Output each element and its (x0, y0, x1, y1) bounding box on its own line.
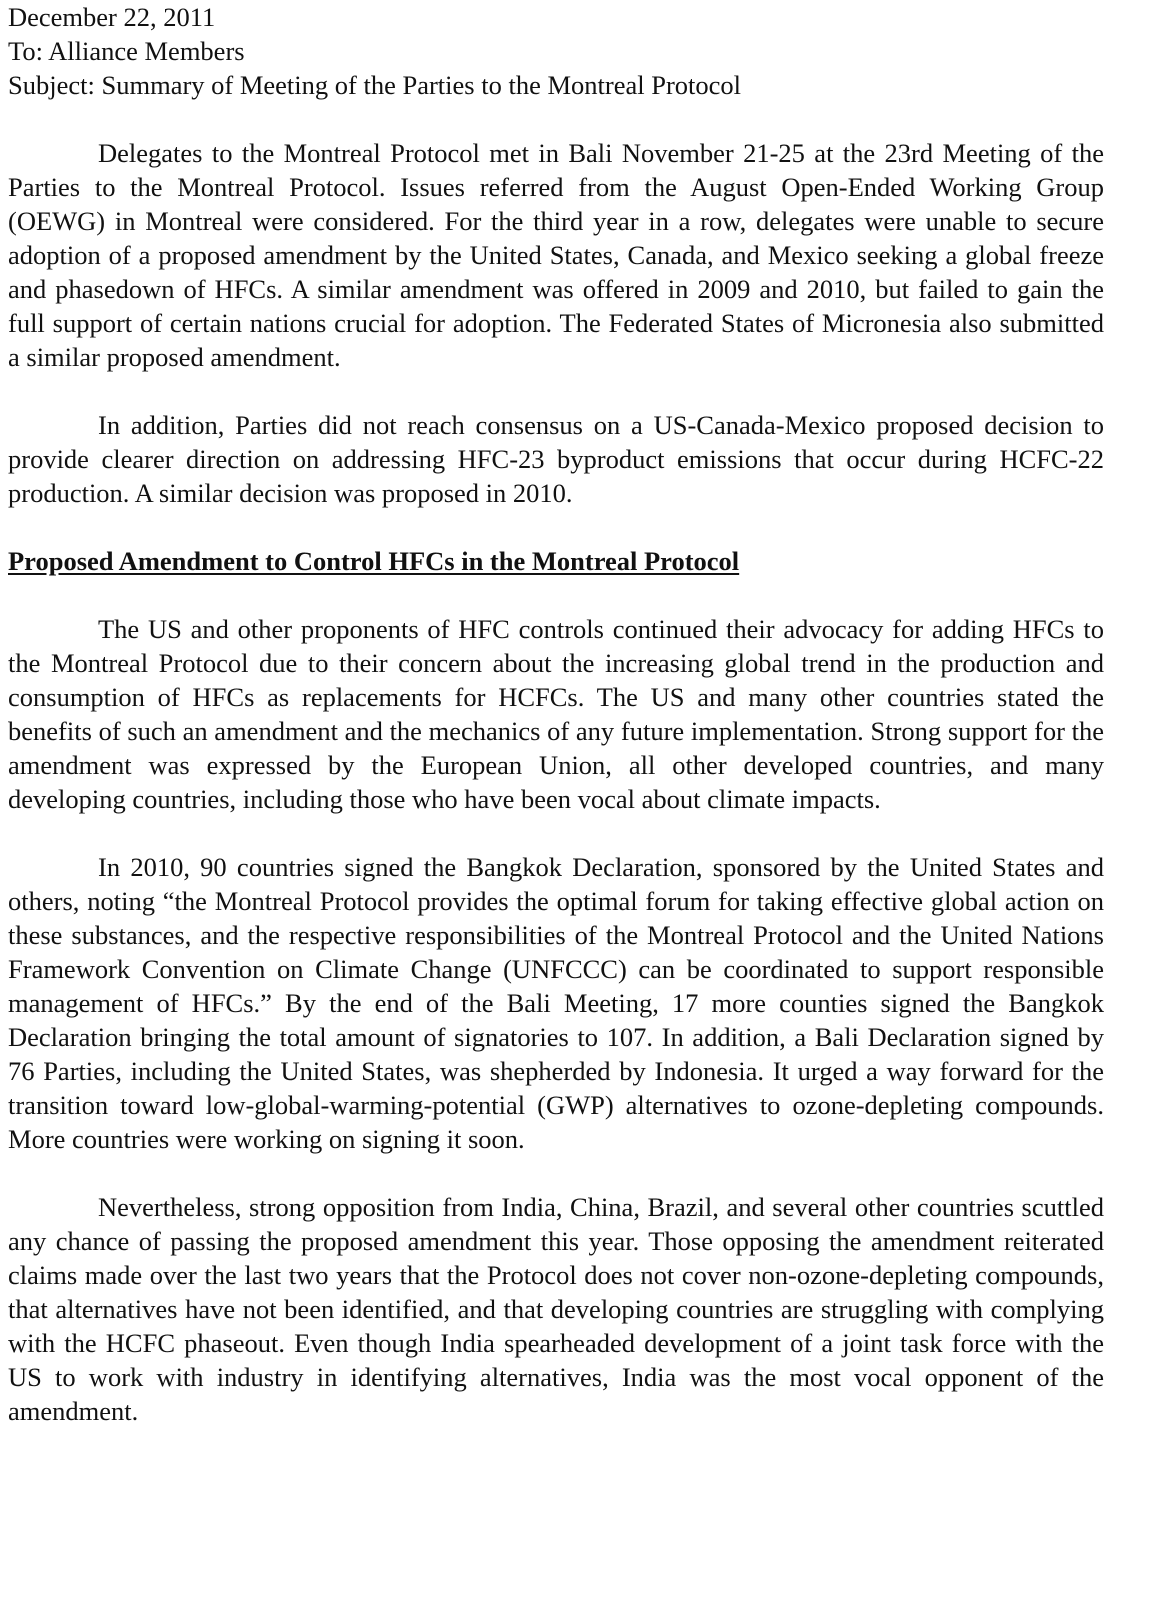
section-heading: Proposed Amendment to Control HFCs in the Montreal Protocol (8, 546, 740, 576)
paragraph-proponents: The US and other proponents of HFC controls continued their advocacy for adding HFCs to the Montreal Protocol due to their concern about the increasing global trend in the production and consumption of HFCs as replacements for HCFCs. The US and many other countries stated the benefits of such an amendment and the mechanics of any future implementation. Strong support for the amendment was expressed by the European Union, all other developed countries, and many developing countries, including those who have been vocal about climate impacts. (8, 614, 1104, 814)
memo-header (8, 0, 1104, 102)
memo-to: To: Alliance Members (8, 36, 245, 66)
memo-subject: Subject: Summary of Meeting of the Parties to the Montreal Protocol (8, 70, 742, 100)
memo-document (8, 0, 1104, 1428)
paragraph-bangkok-declaration: In 2010, 90 countries signed the Bangkok Declaration, sponsored by the United States and others, noting “the Montreal Protocol provides the optimal forum for taking effective global action on these substances, and the respective responsibilities of the Montreal Protocol and the United Nations Framework Convention on Climate Change (UNFCCC) can be coordinated to support responsible management of HFCs.” By the end of the Bali Meeting, 17 more counties signed the Bangkok Declaration bringing the total amount of signatories to 107. In addition, a Bali Declaration signed by 76 Parties, including the United States, was shepherded by Indonesia. It urged a way forward for the transition toward low-global-warming-potential (GWP) alternatives to ozone-depleting compounds. More countries were working on signing it soon. (8, 852, 1104, 1154)
paragraph-opposition: Nevertheless, strong opposition from India, China, Brazil, and several other countries scuttled any chance of passing the proposed amendment this year. Those opposing the amendment reiterated claims made over the last two years that the Protocol does not cover non-ozone-depleting compounds, that alternatives have not been identified, and that developing countries are struggling with complying with the HCFC phaseout. Even though India spearheaded development of a joint task force with the US to work with industry in identifying alternatives, India was the most vocal opponent of the amendment. (8, 1192, 1104, 1426)
memo-date: December 22, 2011 (8, 2, 216, 32)
paragraph-intro: Delegates to the Montreal Protocol met in Bali November 21-25 at the 23rd Meeting of the Parties to the Montreal Protocol. Issues referred from the August Open-Ended Working Group (OEWG) in Montreal were considered. For the third year in a row, delegates were unable to secure adoption of a proposed amendment by the United States, Canada, and Mexico seeking a global freeze and phasedown of HFCs. A similar amendment was offered in 2009 and 2010, but failed to gain the full support of certain nations crucial for adoption. The Federated States of Micronesia also submitted a similar proposed amendment. (8, 138, 1104, 372)
paragraph-hfc23: In addition, Parties did not reach consensus on a US-Canada-Mexico proposed decision to provide clearer direction on addressing HFC-23 byproduct emissions that occur during HCFC-22 production. A similar decision was proposed in 2010. (8, 410, 1104, 508)
